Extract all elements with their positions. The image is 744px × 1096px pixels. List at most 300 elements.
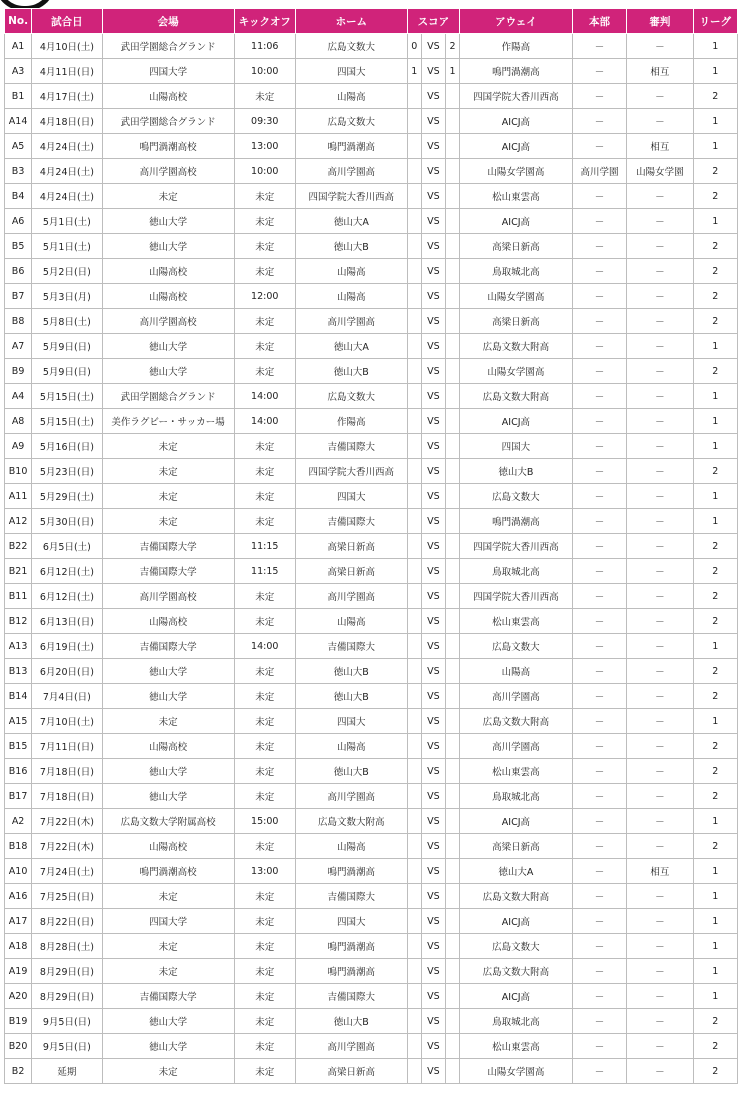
cell-home: 広島文数大 bbox=[295, 384, 407, 409]
cell-hq: － bbox=[572, 559, 626, 584]
cell-kickoff: 未定 bbox=[234, 609, 295, 634]
cell-league: 2 bbox=[693, 184, 737, 209]
cell-home: 高川学園高 bbox=[295, 309, 407, 334]
cell-away-score bbox=[445, 134, 459, 159]
cell-vs: VS bbox=[421, 684, 445, 709]
cell-away: 広島文数大 bbox=[460, 484, 573, 509]
cell-date: 4月24日(土) bbox=[32, 184, 102, 209]
cell-date: 5月23日(日) bbox=[32, 459, 102, 484]
cell-venue: 徳山大学 bbox=[102, 1009, 234, 1034]
cell-kickoff: 11:15 bbox=[234, 559, 295, 584]
cell-no: B22 bbox=[5, 534, 32, 559]
cell-home: 鳴門渦潮高 bbox=[295, 134, 407, 159]
cell-venue: 未定 bbox=[102, 484, 234, 509]
cell-away: AICJ高 bbox=[460, 209, 573, 234]
cell-home: 徳山大B bbox=[295, 1009, 407, 1034]
cell-referee: － bbox=[627, 309, 693, 334]
header-referee: 審判 bbox=[627, 9, 693, 34]
cell-kickoff: 未定 bbox=[234, 434, 295, 459]
cell-home: 徳山大B bbox=[295, 684, 407, 709]
cell-home-score bbox=[407, 109, 421, 134]
cell-referee: － bbox=[627, 984, 693, 1009]
cell-home-score bbox=[407, 159, 421, 184]
cell-venue: 吉備国際大学 bbox=[102, 534, 234, 559]
cell-kickoff: 未定 bbox=[234, 734, 295, 759]
cell-kickoff: 未定 bbox=[234, 834, 295, 859]
cell-kickoff: 未定 bbox=[234, 334, 295, 359]
cell-venue: 四国大学 bbox=[102, 59, 234, 84]
cell-league: 2 bbox=[693, 1059, 737, 1084]
cell-away: AICJ高 bbox=[460, 409, 573, 434]
cell-home: 広島文数大 bbox=[295, 109, 407, 134]
cell-away-score bbox=[445, 159, 459, 184]
cell-away-score bbox=[445, 84, 459, 109]
cell-hq: － bbox=[572, 134, 626, 159]
cell-away-score bbox=[445, 234, 459, 259]
cell-kickoff: 未定 bbox=[234, 84, 295, 109]
cell-away: AICJ高 bbox=[460, 809, 573, 834]
cell-hq: － bbox=[572, 609, 626, 634]
cell-away-score bbox=[445, 909, 459, 934]
cell-league: 2 bbox=[693, 659, 737, 684]
cell-away: 高川学園高 bbox=[460, 684, 573, 709]
cell-away: AICJ高 bbox=[460, 109, 573, 134]
cell-referee: － bbox=[627, 434, 693, 459]
cell-league: 2 bbox=[693, 1034, 737, 1059]
table-row bbox=[5, 659, 738, 684]
table-row bbox=[5, 284, 738, 309]
cell-home: 四国大 bbox=[295, 59, 407, 84]
cell-away-score bbox=[445, 109, 459, 134]
cell-away-score bbox=[445, 859, 459, 884]
cell-away-score bbox=[445, 284, 459, 309]
cell-venue: 鳴門渦潮高校 bbox=[102, 134, 234, 159]
cell-away-score bbox=[445, 784, 459, 809]
cell-away-score bbox=[445, 559, 459, 584]
cell-venue: 未定 bbox=[102, 709, 234, 734]
cell-league: 1 bbox=[693, 859, 737, 884]
cell-home-score bbox=[407, 459, 421, 484]
cell-no: A2 bbox=[5, 809, 32, 834]
cell-venue: 未定 bbox=[102, 884, 234, 909]
cell-vs: VS bbox=[421, 109, 445, 134]
cell-home: 広島文数大附高 bbox=[295, 809, 407, 834]
cell-date: 6月5日(土) bbox=[32, 534, 102, 559]
cell-league: 1 bbox=[693, 59, 737, 84]
cell-date: 4月24日(土) bbox=[32, 134, 102, 159]
cell-no: B6 bbox=[5, 259, 32, 284]
cell-referee: － bbox=[627, 809, 693, 834]
cell-date: 5月2日(日) bbox=[32, 259, 102, 284]
table-row bbox=[5, 84, 738, 109]
cell-date: 7月10日(土) bbox=[32, 709, 102, 734]
cell-away: 四国学院大香川西高 bbox=[460, 84, 573, 109]
table-row bbox=[5, 534, 738, 559]
cell-vs: VS bbox=[421, 134, 445, 159]
cell-hq: 高川学園 bbox=[572, 159, 626, 184]
cell-away-score bbox=[445, 1034, 459, 1059]
cell-hq: － bbox=[572, 959, 626, 984]
cell-home-score: 0 bbox=[407, 34, 421, 59]
cell-referee: － bbox=[627, 509, 693, 534]
cell-kickoff: 未定 bbox=[234, 884, 295, 909]
cell-home: 高梁日新高 bbox=[295, 559, 407, 584]
cell-home-score bbox=[407, 534, 421, 559]
cell-away-score bbox=[445, 1059, 459, 1084]
cell-vs: VS bbox=[421, 359, 445, 384]
cell-vs: VS bbox=[421, 534, 445, 559]
cell-away: 四国学院大香川西高 bbox=[460, 534, 573, 559]
cell-home-score bbox=[407, 609, 421, 634]
cell-vs: VS bbox=[421, 334, 445, 359]
table-row bbox=[5, 634, 738, 659]
table-row bbox=[5, 784, 738, 809]
cell-away: 鳥取城北高 bbox=[460, 559, 573, 584]
cell-referee: － bbox=[627, 1059, 693, 1084]
cell-date: 7月22日(木) bbox=[32, 834, 102, 859]
cell-league: 1 bbox=[693, 809, 737, 834]
cell-home-score bbox=[407, 484, 421, 509]
cell-home-score bbox=[407, 834, 421, 859]
cell-away-score bbox=[445, 484, 459, 509]
cell-no: B16 bbox=[5, 759, 32, 784]
cell-date: 4月17日(土) bbox=[32, 84, 102, 109]
cell-hq: － bbox=[572, 1059, 626, 1084]
cell-home-score bbox=[407, 659, 421, 684]
cell-vs: VS bbox=[421, 559, 445, 584]
cell-home: 吉備国際大 bbox=[295, 984, 407, 1009]
cell-home: 鳴門渦潮高 bbox=[295, 959, 407, 984]
cell-away: 山陽高 bbox=[460, 659, 573, 684]
cell-hq: － bbox=[572, 909, 626, 934]
cell-kickoff: 未定 bbox=[234, 709, 295, 734]
cell-date: 5月1日(土) bbox=[32, 209, 102, 234]
cell-kickoff: 未定 bbox=[234, 759, 295, 784]
cell-date: 5月30日(日) bbox=[32, 509, 102, 534]
cell-kickoff: 未定 bbox=[234, 309, 295, 334]
cell-league: 2 bbox=[693, 159, 737, 184]
cell-hq: － bbox=[572, 684, 626, 709]
cell-date: 5月15日(土) bbox=[32, 409, 102, 434]
cell-no: B7 bbox=[5, 284, 32, 309]
cell-vs: VS bbox=[421, 834, 445, 859]
cell-vs: VS bbox=[421, 884, 445, 909]
cell-league: 2 bbox=[693, 309, 737, 334]
cell-no: B10 bbox=[5, 459, 32, 484]
cell-referee: － bbox=[627, 209, 693, 234]
cell-kickoff: 14:00 bbox=[234, 634, 295, 659]
cell-kickoff: 11:15 bbox=[234, 534, 295, 559]
table-row bbox=[5, 859, 738, 884]
cell-home-score bbox=[407, 1034, 421, 1059]
cell-kickoff: 12:00 bbox=[234, 284, 295, 309]
cell-league: 2 bbox=[693, 284, 737, 309]
cell-home: 高梁日新高 bbox=[295, 534, 407, 559]
table-row bbox=[5, 334, 738, 359]
cell-venue: 山陽高校 bbox=[102, 259, 234, 284]
cell-kickoff: 15:00 bbox=[234, 809, 295, 834]
table-header-row bbox=[5, 9, 738, 34]
cell-home: 山陽高 bbox=[295, 609, 407, 634]
header-kickoff: キックオフ bbox=[234, 9, 295, 34]
cell-date: 5月8日(土) bbox=[32, 309, 102, 334]
cell-vs: VS bbox=[421, 159, 445, 184]
cell-vs: VS bbox=[421, 434, 445, 459]
cell-vs: VS bbox=[421, 384, 445, 409]
cell-home: 広島文数大 bbox=[295, 34, 407, 59]
cell-venue: 徳山大学 bbox=[102, 209, 234, 234]
cell-no: A6 bbox=[5, 209, 32, 234]
cell-away: 四国学院大香川西高 bbox=[460, 584, 573, 609]
cell-home: 高川学園高 bbox=[295, 159, 407, 184]
header-venue: 会場 bbox=[102, 9, 234, 34]
cell-league: 1 bbox=[693, 334, 737, 359]
cell-vs: VS bbox=[421, 659, 445, 684]
cell-home-score bbox=[407, 234, 421, 259]
cell-home-score bbox=[407, 984, 421, 1009]
cell-hq: － bbox=[572, 1009, 626, 1034]
cell-date: 6月20日(日) bbox=[32, 659, 102, 684]
table-row bbox=[5, 259, 738, 284]
cell-venue: 吉備国際大学 bbox=[102, 984, 234, 1009]
table-row bbox=[5, 509, 738, 534]
cell-home: 作陽高 bbox=[295, 409, 407, 434]
table-row bbox=[5, 359, 738, 384]
cell-away: 徳山大A bbox=[460, 859, 573, 884]
cell-away: 鳥取城北高 bbox=[460, 259, 573, 284]
cell-kickoff: 未定 bbox=[234, 509, 295, 534]
cell-home-score bbox=[407, 434, 421, 459]
cell-date: 延期 bbox=[32, 1059, 102, 1084]
cell-vs: VS bbox=[421, 509, 445, 534]
cell-venue: 武田学園総合グランド bbox=[102, 384, 234, 409]
table-row bbox=[5, 584, 738, 609]
table-row bbox=[5, 34, 738, 59]
cell-home: 鳴門渦潮高 bbox=[295, 859, 407, 884]
header-no: No. bbox=[5, 9, 32, 34]
cell-venue: 吉備国際大学 bbox=[102, 559, 234, 584]
cell-date: 4月11日(日) bbox=[32, 59, 102, 84]
cell-league: 1 bbox=[693, 434, 737, 459]
table-row bbox=[5, 109, 738, 134]
cell-kickoff: 10:00 bbox=[234, 159, 295, 184]
cell-hq: － bbox=[572, 1034, 626, 1059]
table-row bbox=[5, 134, 738, 159]
table-row bbox=[5, 884, 738, 909]
cell-referee: － bbox=[627, 959, 693, 984]
cell-no: A17 bbox=[5, 909, 32, 934]
table-row bbox=[5, 909, 738, 934]
cell-referee: － bbox=[627, 484, 693, 509]
table-row bbox=[5, 759, 738, 784]
cell-home-score bbox=[407, 184, 421, 209]
cell-venue: 山陽高校 bbox=[102, 84, 234, 109]
cell-home: 四国大 bbox=[295, 709, 407, 734]
cell-venue: 未定 bbox=[102, 459, 234, 484]
cell-kickoff: 未定 bbox=[234, 184, 295, 209]
cell-referee: － bbox=[627, 109, 693, 134]
cell-referee: － bbox=[627, 1034, 693, 1059]
cell-referee: － bbox=[627, 684, 693, 709]
cell-date: 9月5日(日) bbox=[32, 1034, 102, 1059]
cell-hq: － bbox=[572, 234, 626, 259]
cell-away-score bbox=[445, 459, 459, 484]
cell-vs: VS bbox=[421, 234, 445, 259]
cell-league: 2 bbox=[693, 684, 737, 709]
cell-league: 1 bbox=[693, 509, 737, 534]
cell-league: 2 bbox=[693, 834, 737, 859]
cell-home-score bbox=[407, 859, 421, 884]
cell-league: 1 bbox=[693, 384, 737, 409]
cell-away-score bbox=[445, 834, 459, 859]
cell-away: 鳥取城北高 bbox=[460, 784, 573, 809]
cell-away: 高川学園高 bbox=[460, 734, 573, 759]
cell-venue: 徳山大学 bbox=[102, 359, 234, 384]
cell-away: 山陽女学園高 bbox=[460, 284, 573, 309]
cell-no: B12 bbox=[5, 609, 32, 634]
table-row bbox=[5, 709, 738, 734]
cell-away: 広島文数大附高 bbox=[460, 384, 573, 409]
cell-away: 山陽女学園高 bbox=[460, 159, 573, 184]
cell-referee: － bbox=[627, 259, 693, 284]
cell-home: 吉備国際大 bbox=[295, 509, 407, 534]
cell-away-score bbox=[445, 759, 459, 784]
cell-away-score bbox=[445, 684, 459, 709]
cell-kickoff: 未定 bbox=[234, 784, 295, 809]
cell-vs: VS bbox=[421, 309, 445, 334]
cell-home: 山陽高 bbox=[295, 84, 407, 109]
cell-hq: － bbox=[572, 984, 626, 1009]
cell-home-score bbox=[407, 709, 421, 734]
cell-referee: － bbox=[627, 659, 693, 684]
cell-away-score bbox=[445, 984, 459, 1009]
cell-no: B15 bbox=[5, 734, 32, 759]
cell-away: 松山東雲高 bbox=[460, 1034, 573, 1059]
cell-home-score: 1 bbox=[407, 59, 421, 84]
cell-home-score bbox=[407, 634, 421, 659]
cell-home: 徳山大B bbox=[295, 759, 407, 784]
cell-hq: － bbox=[572, 109, 626, 134]
cell-referee: － bbox=[627, 584, 693, 609]
table-row bbox=[5, 959, 738, 984]
cell-date: 6月13日(日) bbox=[32, 609, 102, 634]
cell-date: 7月4日(日) bbox=[32, 684, 102, 709]
cell-hq: － bbox=[572, 459, 626, 484]
cell-home-score bbox=[407, 784, 421, 809]
cell-vs: VS bbox=[421, 209, 445, 234]
cell-referee: － bbox=[627, 234, 693, 259]
cell-date: 5月9日(日) bbox=[32, 334, 102, 359]
cell-referee: － bbox=[627, 284, 693, 309]
cell-home-score bbox=[407, 284, 421, 309]
cell-home-score bbox=[407, 884, 421, 909]
cell-away: 山陽女学園高 bbox=[460, 1059, 573, 1084]
cell-away-score bbox=[445, 384, 459, 409]
cell-away: 松山東雲高 bbox=[460, 759, 573, 784]
cell-away-score bbox=[445, 334, 459, 359]
cell-no: B8 bbox=[5, 309, 32, 334]
cell-venue: 徳山大学 bbox=[102, 334, 234, 359]
cell-vs: VS bbox=[421, 459, 445, 484]
table-row bbox=[5, 734, 738, 759]
table-row bbox=[5, 459, 738, 484]
cell-kickoff: 未定 bbox=[234, 1059, 295, 1084]
cell-kickoff: 11:06 bbox=[234, 34, 295, 59]
cell-hq: － bbox=[572, 634, 626, 659]
cell-no: A16 bbox=[5, 884, 32, 909]
cell-no: B2 bbox=[5, 1059, 32, 1084]
cell-no: A19 bbox=[5, 959, 32, 984]
cell-league: 1 bbox=[693, 984, 737, 1009]
cell-league: 1 bbox=[693, 109, 737, 134]
cell-date: 7月11日(日) bbox=[32, 734, 102, 759]
cell-referee: 山陽女学園 bbox=[627, 159, 693, 184]
cell-no: B3 bbox=[5, 159, 32, 184]
cell-venue: 山陽高校 bbox=[102, 734, 234, 759]
cell-kickoff: 未定 bbox=[234, 959, 295, 984]
cell-venue: 鳴門渦潮高校 bbox=[102, 859, 234, 884]
cell-venue: 未定 bbox=[102, 959, 234, 984]
cell-kickoff: 09:30 bbox=[234, 109, 295, 134]
cell-kickoff: 14:00 bbox=[234, 384, 295, 409]
cell-home-score bbox=[407, 84, 421, 109]
cell-hq: － bbox=[572, 834, 626, 859]
cell-referee: － bbox=[627, 759, 693, 784]
header-date: 試合日 bbox=[32, 9, 102, 34]
cell-away: AICJ高 bbox=[460, 134, 573, 159]
cell-home-score bbox=[407, 384, 421, 409]
cell-home: 山陽高 bbox=[295, 259, 407, 284]
cell-league: 1 bbox=[693, 709, 737, 734]
cell-hq: － bbox=[572, 859, 626, 884]
cell-no: B11 bbox=[5, 584, 32, 609]
header-league: リーグ bbox=[693, 9, 737, 34]
cell-no: A9 bbox=[5, 434, 32, 459]
cell-date: 7月24日(土) bbox=[32, 859, 102, 884]
header-hq: 本部 bbox=[572, 9, 626, 34]
cell-date: 7月18日(日) bbox=[32, 784, 102, 809]
cell-referee: － bbox=[627, 634, 693, 659]
cell-home: 四国学院大香川西高 bbox=[295, 459, 407, 484]
cell-away-score bbox=[445, 184, 459, 209]
cell-venue: 広島文数大学附属高校 bbox=[102, 809, 234, 834]
cell-home-score bbox=[407, 209, 421, 234]
cell-date: 8月22日(日) bbox=[32, 909, 102, 934]
cell-home-score bbox=[407, 684, 421, 709]
cell-away-score bbox=[445, 634, 459, 659]
cell-date: 7月18日(日) bbox=[32, 759, 102, 784]
cell-home-score bbox=[407, 959, 421, 984]
cell-vs: VS bbox=[421, 1059, 445, 1084]
cell-away-score bbox=[445, 884, 459, 909]
cell-league: 2 bbox=[693, 784, 737, 809]
cell-date: 5月1日(土) bbox=[32, 234, 102, 259]
cell-hq: － bbox=[572, 309, 626, 334]
cell-home-score bbox=[407, 759, 421, 784]
cell-vs: VS bbox=[421, 734, 445, 759]
cell-vs: VS bbox=[421, 984, 445, 1009]
table-row bbox=[5, 834, 738, 859]
table-row bbox=[5, 934, 738, 959]
cell-hq: － bbox=[572, 534, 626, 559]
cell-venue: 徳山大学 bbox=[102, 784, 234, 809]
cell-away-score bbox=[445, 434, 459, 459]
cell-vs: VS bbox=[421, 484, 445, 509]
cell-vs: VS bbox=[421, 409, 445, 434]
cell-referee: － bbox=[627, 534, 693, 559]
cell-venue: 徳山大学 bbox=[102, 659, 234, 684]
cell-hq: － bbox=[572, 934, 626, 959]
